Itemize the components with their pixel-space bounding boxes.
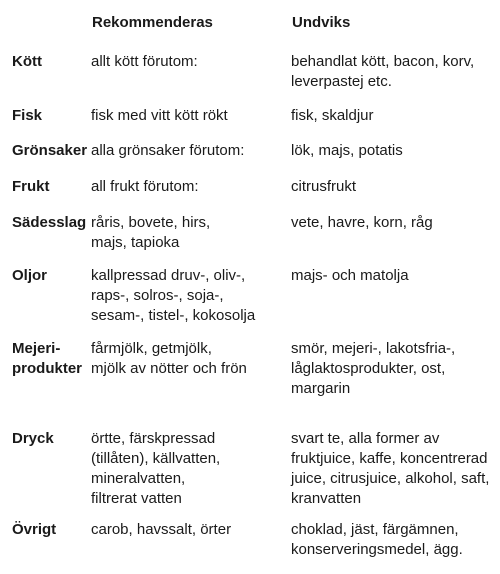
row-category: Frukt xyxy=(12,178,50,195)
row-avoid: majs- och matolja xyxy=(291,267,409,284)
row-avoid: smör, mejeri-, lakotsfria-, låglaktosprodukter, ost, margarin xyxy=(291,340,456,397)
row-avoid: vete, havre, korn, råg xyxy=(291,214,433,231)
row-recommended: fisk med vitt kött rökt xyxy=(91,107,228,124)
row-category: Mejeri- produkter xyxy=(12,340,83,377)
row-avoid: behandlat kött, bacon, korv, leverpastej etc. xyxy=(291,53,475,90)
row-category: Övrigt xyxy=(12,521,57,538)
row-category: Sädesslag xyxy=(12,214,87,231)
row-recommended: råris, bovete, hirs, majs, tapioka xyxy=(91,214,211,251)
row-recommended: allt kött förutom: xyxy=(91,53,198,70)
row-recommended: kallpressad druv-, oliv-, raps-, solros-, soja-, sesam-, tistel-, kokosolja xyxy=(91,267,256,324)
row-category: Grönsaker xyxy=(12,142,88,159)
row-category: Oljor xyxy=(12,267,48,284)
row-recommended: fårmjölk, getmjölk, mjölk av nötter och frön xyxy=(91,340,247,377)
row-recommended: carob, havssalt, örter xyxy=(91,521,232,538)
header-recommended: Rekommenderas xyxy=(92,14,213,31)
row-avoid: citrusfrukt xyxy=(291,178,357,195)
row-recommended: alla grönsaker förutom: xyxy=(91,142,245,159)
row-category: Dryck xyxy=(12,430,54,447)
row-category: Kött xyxy=(12,53,42,70)
row-avoid: lök, majs, potatis xyxy=(291,142,403,159)
row-avoid: fisk, skaldjur xyxy=(291,107,374,124)
row-category: Fisk xyxy=(12,107,43,124)
row-avoid: choklad, jäst, färgämnen, konserveringsmedel, ägg. xyxy=(291,521,463,558)
row-recommended: all frukt förutom: xyxy=(91,178,199,195)
row-avoid: svart te, alla former av fruktjuice, kaffe, koncentrerad juice, citrusjuice, alkohol, saft, kranvatten xyxy=(291,430,490,507)
row-recommended: örtte, färskpressad (tillåten), källvatten, mineralvatten, filtrerat vatten xyxy=(91,430,221,507)
header-avoid: Undviks xyxy=(292,14,351,31)
